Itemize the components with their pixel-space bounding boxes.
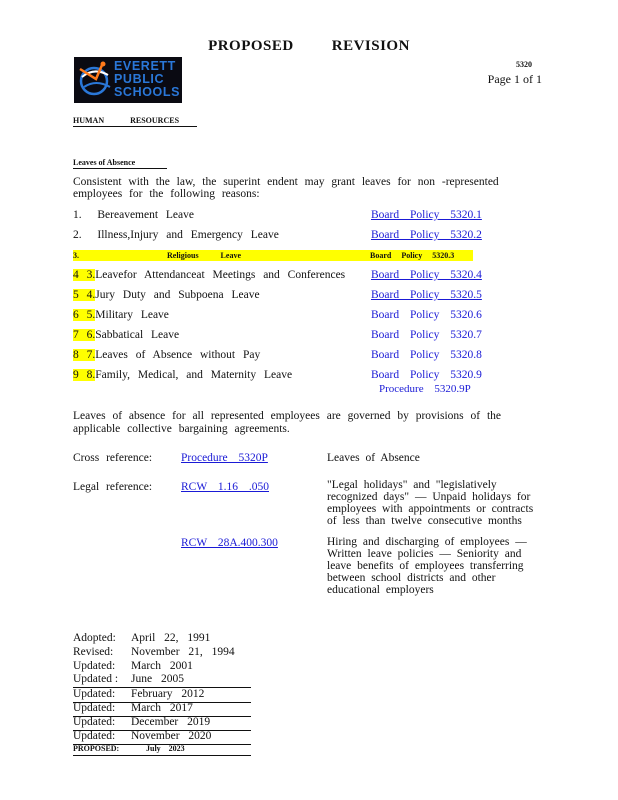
legal-reference-description: Hiring and discharging of employees — Written leave policies — Seniority and leave benefits of employees transferring between school districts and other educational employers: [327, 536, 527, 596]
history-row: Updated: March 2001: [73, 660, 193, 672]
globe-icon: [76, 57, 116, 103]
history-row: Updated: November 2020: [73, 730, 251, 745]
board-policy-link[interactable]: Board Policy 5320.7: [371, 329, 482, 341]
board-policy-link[interactable]: Board Policy 5320.5: [371, 289, 482, 301]
document-title: [0, 38, 618, 55]
cross-reference-label: Cross reference:: [73, 452, 153, 464]
title-proposed: PROPOSED: [208, 38, 294, 54]
leave-item-sabbatical: 7 6.Sabbatical Leave Board Policy 5320.7: [73, 329, 482, 341]
legal-reference-link[interactable]: RCW 28A.400.300: [181, 537, 278, 549]
leave-item-bereavement: 1. Bereavement Leave Board Policy 5320.1: [73, 209, 482, 221]
board-policy-link[interactable]: Board Policy 5320.8: [371, 349, 482, 361]
board-policy-text: Board Policy 5320.3: [370, 251, 455, 260]
closing-paragraph: Leaves of absence for all represented employees are governed by provisions of the applicable collective bargaining agreements.: [73, 410, 501, 435]
board-policy-link[interactable]: Board Policy 5320.9: [371, 369, 482, 381]
cross-reference-description: Leaves of Absence: [327, 452, 420, 464]
logo-text: EVERETT PUBLIC SCHOOLS: [114, 59, 181, 99]
policy-number: 5320: [516, 60, 532, 69]
procedure-link[interactable]: Procedure 5320.9P: [379, 383, 471, 395]
title-revision: REVISION: [331, 38, 410, 54]
legal-reference-label: Legal reference:: [73, 481, 153, 493]
board-policy-link[interactable]: Board Policy 5320.2: [371, 229, 482, 241]
history-row: Updated: December 2019: [73, 716, 251, 731]
board-policy-link[interactable]: Board Policy 5320.6: [371, 309, 482, 321]
leave-item-family-medical: 9 8.Family, Medical, and Maternity Leave Board Policy 5320.9: [73, 369, 482, 381]
leave-item-military: 6 5.Military Leave Board Policy 5320.6: [73, 309, 482, 321]
leave-item-illness: 2. Illness,Injury and Emergency Leave Board Policy 5320.2: [73, 229, 482, 241]
cross-reference-link[interactable]: Procedure 5320P: [181, 452, 268, 464]
leave-item-without-pay: 8 7.Leaves of Absence without Pay Board Policy 5320.8: [73, 349, 482, 361]
leave-item-religious: 3. Religious Leave Board Policy 5320.3: [73, 250, 473, 261]
leave-item-jury-duty: 5 4.Jury Duty and Subpoena Leave Board Policy 5320.5: [73, 289, 482, 301]
everett-public-schools-logo: [74, 57, 182, 103]
intro-paragraph: Consistent with the law, the superint endent may grant leaves for non -represented employees for the following reasons:: [73, 176, 499, 200]
page-indicator: Page 1 of 1: [487, 72, 542, 86]
history-row: Updated: March 2017: [73, 702, 251, 717]
board-policy-link[interactable]: Board Policy 5320.4: [371, 269, 482, 281]
leave-item-meetings: 4 3.Leavefor Attendanceat Meetings and Conferences Board Policy 5320.4: [73, 269, 482, 281]
history-row: Adopted: April 22, 1991: [73, 632, 211, 644]
board-policy-link[interactable]: Board Policy 5320.1: [371, 209, 482, 221]
section-heading: HUMAN RESOURCES: [73, 116, 197, 127]
legal-reference-description: "Legal holidays" and "legislatively recognized days" — Unpaid holidays for employees with appointments or contracts of less than twelve consecutive months: [327, 479, 534, 527]
history-row: Revised: November 21, 1994: [73, 646, 235, 658]
history-row: Updated: February 2012: [73, 688, 251, 703]
subsection-heading: Leaves of Absence: [73, 158, 167, 169]
legal-reference-link[interactable]: RCW 1.16 .050: [181, 481, 269, 493]
history-row-proposed: PROPOSED: July 2023: [73, 744, 251, 756]
history-row: Updated : June 2005: [73, 673, 251, 688]
